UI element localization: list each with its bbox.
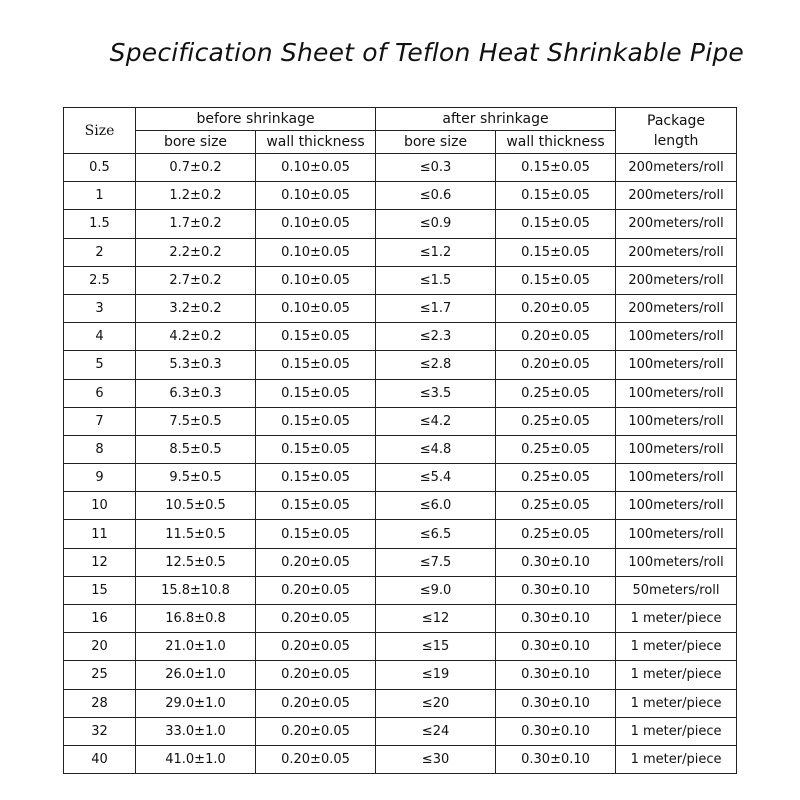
package-header-line1: Package — [647, 112, 706, 129]
before-wall-thickness-cell: 0.15±0.05 — [256, 407, 376, 435]
after-bore-size-cell: ≤2.3 — [376, 323, 496, 351]
size-cell: 16 — [64, 605, 136, 633]
after-bore-size-cell: ≤4.2 — [376, 407, 496, 435]
package-length-header — [616, 108, 737, 154]
table-row — [64, 379, 737, 407]
package-length-cell: 50meters/roll — [616, 576, 737, 604]
before-wall-thickness-cell: 0.15±0.05 — [256, 435, 376, 463]
table-body — [64, 154, 737, 774]
before-wall-thickness-cell: 0.20±0.05 — [256, 717, 376, 745]
after-wall-thickness-header: wall thickness — [496, 131, 616, 154]
table-row — [64, 407, 737, 435]
table-row — [64, 576, 737, 604]
size-cell: 5 — [64, 351, 136, 379]
before-bore-size-cell: 26.0±1.0 — [136, 661, 256, 689]
after-wall-thickness-cell: 0.25±0.05 — [496, 435, 616, 463]
size-cell: 12 — [64, 548, 136, 576]
package-length-cell: 1 meter/piece — [616, 745, 737, 773]
before-wall-thickness-cell: 0.20±0.05 — [256, 576, 376, 604]
before-bore-size-cell: 29.0±1.0 — [136, 689, 256, 717]
after-bore-size-cell: ≤9.0 — [376, 576, 496, 604]
after-wall-thickness-cell: 0.15±0.05 — [496, 266, 616, 294]
after-wall-thickness-cell: 0.15±0.05 — [496, 154, 616, 182]
table-row — [64, 745, 737, 773]
after-wall-thickness-cell: 0.15±0.05 — [496, 210, 616, 238]
after-bore-size-cell: ≤0.6 — [376, 182, 496, 210]
table-row — [64, 154, 737, 182]
size-column-header: Size — [64, 108, 136, 154]
before-wall-thickness-cell: 0.10±0.05 — [256, 210, 376, 238]
package-length-cell: 1 meter/piece — [616, 717, 737, 745]
after-wall-thickness-cell: 0.25±0.05 — [496, 407, 616, 435]
before-wall-thickness-cell: 0.15±0.05 — [256, 351, 376, 379]
size-cell: 9 — [64, 464, 136, 492]
package-length-cell: 200meters/roll — [616, 154, 737, 182]
table-row — [64, 548, 737, 576]
package-length-cell: 100meters/roll — [616, 548, 737, 576]
after-wall-thickness-cell: 0.30±0.10 — [496, 548, 616, 576]
package-length-cell: 100meters/roll — [616, 520, 737, 548]
before-bore-size-cell: 2.2±0.2 — [136, 238, 256, 266]
before-wall-thickness-cell: 0.10±0.05 — [256, 238, 376, 266]
after-wall-thickness-cell: 0.20±0.05 — [496, 351, 616, 379]
package-length-cell: 100meters/roll — [616, 435, 737, 463]
before-bore-size-cell: 1.2±0.2 — [136, 182, 256, 210]
before-wall-thickness-cell: 0.15±0.05 — [256, 492, 376, 520]
table-row — [64, 605, 737, 633]
after-bore-size-cell: ≤30 — [376, 745, 496, 773]
package-header-line2: length — [653, 132, 699, 149]
table-row — [64, 323, 737, 351]
after-bore-size-cell: ≤20 — [376, 689, 496, 717]
after-bore-size-cell: ≤5.4 — [376, 464, 496, 492]
before-wall-thickness-cell: 0.20±0.05 — [256, 661, 376, 689]
before-bore-size-header: bore size — [136, 131, 256, 154]
after-wall-thickness-cell: 0.25±0.05 — [496, 379, 616, 407]
before-wall-thickness-cell: 0.20±0.05 — [256, 633, 376, 661]
before-shrinkage-header: before shrinkage — [136, 108, 376, 131]
after-wall-thickness-cell: 0.20±0.05 — [496, 294, 616, 322]
table-row — [64, 633, 737, 661]
before-bore-size-cell: 12.5±0.5 — [136, 548, 256, 576]
after-wall-thickness-cell: 0.30±0.10 — [496, 661, 616, 689]
package-length-cell: 1 meter/piece — [616, 605, 737, 633]
table-row — [64, 661, 737, 689]
size-cell: 4 — [64, 323, 136, 351]
size-cell: 0.5 — [64, 154, 136, 182]
package-length-cell: 100meters/roll — [616, 351, 737, 379]
before-bore-size-cell: 8.5±0.5 — [136, 435, 256, 463]
before-bore-size-cell: 10.5±0.5 — [136, 492, 256, 520]
size-cell: 2.5 — [64, 266, 136, 294]
table-row — [64, 435, 737, 463]
package-length-cell: 200meters/roll — [616, 210, 737, 238]
package-length-cell: 200meters/roll — [616, 294, 737, 322]
table-row — [64, 294, 737, 322]
size-cell: 1 — [64, 182, 136, 210]
after-wall-thickness-cell: 0.30±0.10 — [496, 689, 616, 717]
size-cell: 2 — [64, 238, 136, 266]
package-length-cell: 1 meter/piece — [616, 661, 737, 689]
before-bore-size-cell: 0.7±0.2 — [136, 154, 256, 182]
before-wall-thickness-cell: 0.10±0.05 — [256, 154, 376, 182]
after-bore-size-cell: ≤19 — [376, 661, 496, 689]
before-wall-thickness-cell: 0.10±0.05 — [256, 182, 376, 210]
size-cell: 20 — [64, 633, 136, 661]
after-wall-thickness-cell: 0.30±0.10 — [496, 605, 616, 633]
after-wall-thickness-cell: 0.15±0.05 — [496, 238, 616, 266]
after-bore-size-cell: ≤12 — [376, 605, 496, 633]
package-length-cell: 1 meter/piece — [616, 633, 737, 661]
before-bore-size-cell: 3.2±0.2 — [136, 294, 256, 322]
before-wall-thickness-cell: 0.15±0.05 — [256, 520, 376, 548]
size-cell: 3 — [64, 294, 136, 322]
after-wall-thickness-cell: 0.30±0.10 — [496, 633, 616, 661]
after-wall-thickness-cell: 0.20±0.05 — [496, 323, 616, 351]
after-wall-thickness-cell: 0.25±0.05 — [496, 520, 616, 548]
before-bore-size-cell: 1.7±0.2 — [136, 210, 256, 238]
after-wall-thickness-cell: 0.30±0.10 — [496, 745, 616, 773]
after-wall-thickness-cell: 0.25±0.05 — [496, 464, 616, 492]
table-row — [64, 266, 737, 294]
size-cell: 32 — [64, 717, 136, 745]
before-bore-size-cell: 6.3±0.3 — [136, 379, 256, 407]
table-row — [64, 210, 737, 238]
package-length-cell: 200meters/roll — [616, 182, 737, 210]
size-cell: 1.5 — [64, 210, 136, 238]
before-bore-size-cell: 41.0±1.0 — [136, 745, 256, 773]
package-length-cell: 200meters/roll — [616, 266, 737, 294]
before-bore-size-cell: 5.3±0.3 — [136, 351, 256, 379]
table-row — [64, 182, 737, 210]
before-bore-size-cell: 7.5±0.5 — [136, 407, 256, 435]
size-cell: 7 — [64, 407, 136, 435]
package-length-cell: 100meters/roll — [616, 492, 737, 520]
after-wall-thickness-cell: 0.25±0.05 — [496, 492, 616, 520]
before-wall-thickness-cell: 0.20±0.05 — [256, 745, 376, 773]
table-row — [64, 492, 737, 520]
before-wall-thickness-cell: 0.20±0.05 — [256, 548, 376, 576]
before-wall-thickness-header: wall thickness — [256, 131, 376, 154]
before-wall-thickness-cell: 0.15±0.05 — [256, 323, 376, 351]
table-header — [64, 108, 737, 154]
before-bore-size-cell: 33.0±1.0 — [136, 717, 256, 745]
after-bore-size-cell: ≤1.7 — [376, 294, 496, 322]
before-wall-thickness-cell: 0.10±0.05 — [256, 266, 376, 294]
after-bore-size-cell: ≤7.5 — [376, 548, 496, 576]
size-cell: 10 — [64, 492, 136, 520]
after-shrinkage-header: after shrinkage — [376, 108, 616, 131]
before-bore-size-cell: 11.5±0.5 — [136, 520, 256, 548]
package-length-cell: 100meters/roll — [616, 407, 737, 435]
before-bore-size-cell: 16.8±0.8 — [136, 605, 256, 633]
after-bore-size-cell: ≤1.2 — [376, 238, 496, 266]
package-length-cell: 200meters/roll — [616, 238, 737, 266]
after-bore-size-cell: ≤3.5 — [376, 379, 496, 407]
after-bore-size-cell: ≤6.5 — [376, 520, 496, 548]
before-wall-thickness-cell: 0.15±0.05 — [256, 464, 376, 492]
size-cell: 25 — [64, 661, 136, 689]
after-bore-size-cell: ≤24 — [376, 717, 496, 745]
table-row — [64, 520, 737, 548]
before-wall-thickness-cell: 0.10±0.05 — [256, 294, 376, 322]
after-bore-size-cell: ≤0.3 — [376, 154, 496, 182]
after-bore-size-cell: ≤1.5 — [376, 266, 496, 294]
before-wall-thickness-cell: 0.20±0.05 — [256, 605, 376, 633]
before-bore-size-cell: 9.5±0.5 — [136, 464, 256, 492]
before-bore-size-cell: 4.2±0.2 — [136, 323, 256, 351]
after-bore-size-cell: ≤2.8 — [376, 351, 496, 379]
size-cell: 28 — [64, 689, 136, 717]
before-bore-size-cell: 21.0±1.0 — [136, 633, 256, 661]
table-row — [64, 717, 737, 745]
page-title: Specification Sheet of Teflon Heat Shrinkable Pipe — [109, 38, 744, 67]
after-wall-thickness-cell: 0.15±0.05 — [496, 182, 616, 210]
table-row — [64, 238, 737, 266]
package-length-cell: 100meters/roll — [616, 379, 737, 407]
size-cell: 8 — [64, 435, 136, 463]
table-row — [64, 689, 737, 717]
spec-table — [63, 107, 737, 774]
table-row — [64, 351, 737, 379]
after-bore-size-cell: ≤0.9 — [376, 210, 496, 238]
package-length-cell: 100meters/roll — [616, 323, 737, 351]
after-bore-size-cell: ≤15 — [376, 633, 496, 661]
package-length-cell: 1 meter/piece — [616, 689, 737, 717]
package-length-cell: 100meters/roll — [616, 464, 737, 492]
before-bore-size-cell: 15.8±10.8 — [136, 576, 256, 604]
size-cell: 15 — [64, 576, 136, 604]
size-cell: 11 — [64, 520, 136, 548]
size-cell: 6 — [64, 379, 136, 407]
after-wall-thickness-cell: 0.30±0.10 — [496, 576, 616, 604]
after-bore-size-header: bore size — [376, 131, 496, 154]
after-bore-size-cell: ≤4.8 — [376, 435, 496, 463]
table-row — [64, 464, 737, 492]
size-cell: 40 — [64, 745, 136, 773]
before-wall-thickness-cell: 0.20±0.05 — [256, 689, 376, 717]
after-bore-size-cell: ≤6.0 — [376, 492, 496, 520]
before-bore-size-cell: 2.7±0.2 — [136, 266, 256, 294]
after-wall-thickness-cell: 0.30±0.10 — [496, 717, 616, 745]
before-wall-thickness-cell: 0.15±0.05 — [256, 379, 376, 407]
